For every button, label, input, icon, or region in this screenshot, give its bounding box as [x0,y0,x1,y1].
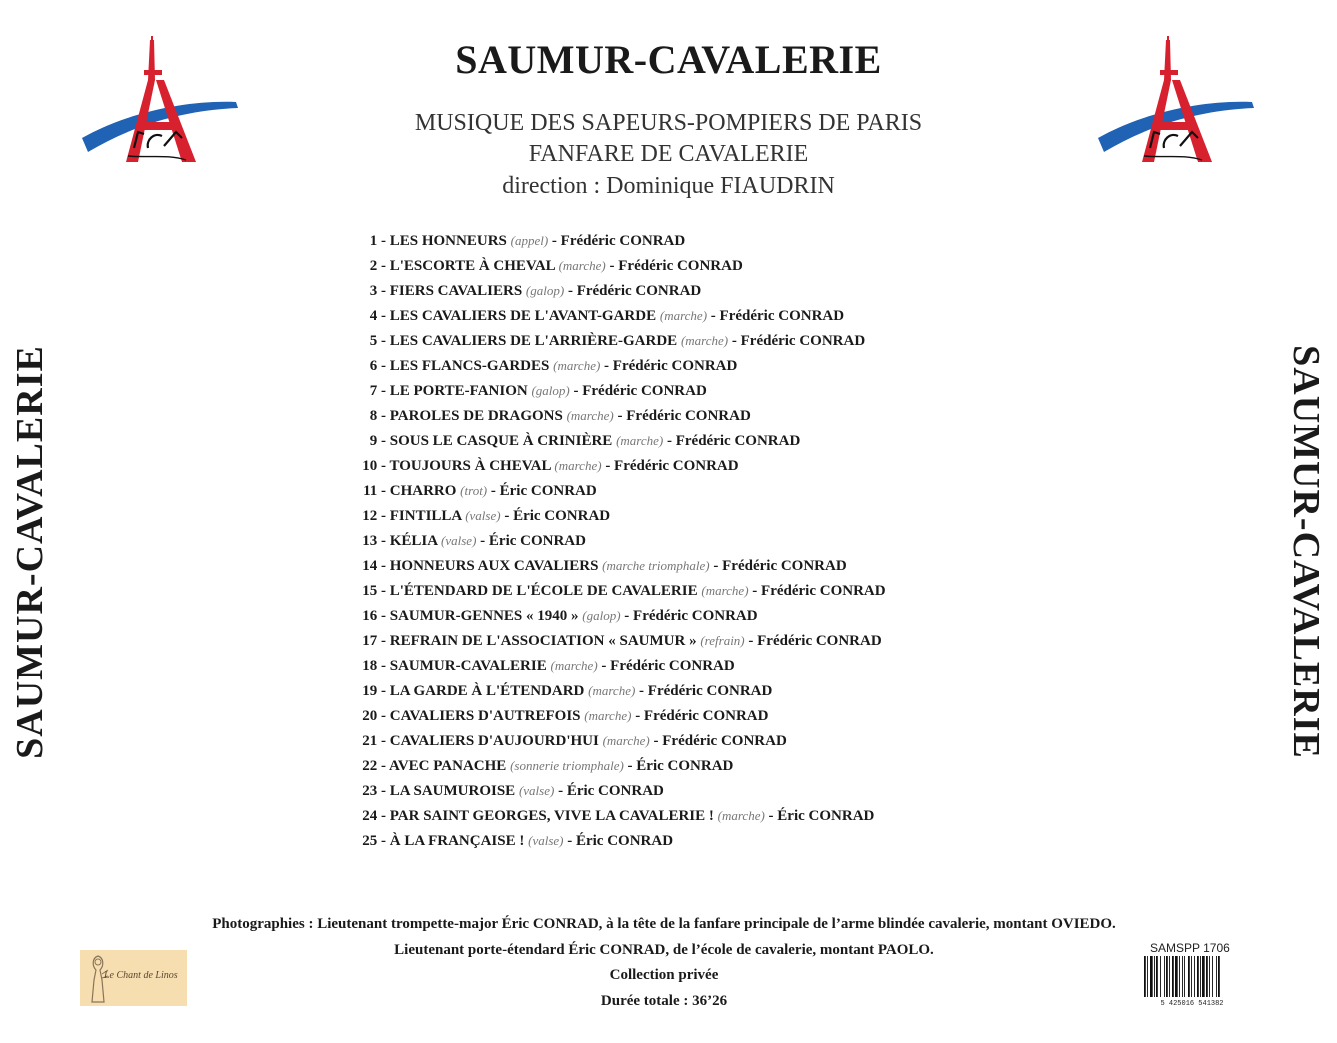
track-number: 3 - [369,283,386,299]
track-composer: - Frédéric CONRAD [609,258,743,274]
spine-title-left: SAUMUR-CAVALERIE [9,345,51,759]
track-item [360,728,980,753]
track-composer: - Éric CONRAD [567,833,674,849]
track-composer: - Frédéric CONRAD [710,308,845,324]
track-genre: (galop) [582,608,621,623]
track-composer: - Frédéric CONRAD [573,383,707,399]
track-item [360,803,980,828]
track-genre: (marche triomphale) [602,558,710,573]
track-item [360,453,980,478]
track-title: PAR SAINT GEORGES, VIVE LA CAVALERIE ! [389,808,714,824]
track-genre: (marche) [616,433,664,448]
track-item [360,753,980,778]
track-genre: (marche) [553,358,601,373]
track-title: LA SAUMUROISE [389,783,516,799]
track-composer: - Éric CONRAD [490,483,597,499]
main-title: SAUMUR-CAVALERIE [455,37,882,82]
track-list [360,228,980,853]
track-composer: - Frédéric CONRAD [601,658,735,674]
track-title: LA GARDE À L'ÉTENDARD [389,683,585,699]
track-number: 5 - [369,333,386,349]
track-title: LE PORTE-FANION [389,383,528,399]
barcode-icon [1142,956,1242,1006]
track-composer: - Frédéric CONRAD [551,233,686,249]
track-genre: (marche) [554,458,602,473]
track-title: PAROLES DE DRAGONS [389,408,563,424]
track-title: À LA FRANÇAISE ! [389,833,525,849]
publisher-name: Le Chant de Linos [104,970,178,981]
barcode-digits: 5 425016 541382 [1160,1000,1224,1006]
track-item [360,828,980,853]
track-genre: (marche) [550,658,598,673]
track-item [360,653,980,678]
track-genre: (marche) [680,333,729,348]
track-number: 11 - [363,483,386,499]
track-title: HONNEURS AUX CAVALIERS [389,558,599,574]
track-title: SOUS LE CASQUE À CRINIÈRE [389,433,613,449]
track-number: 18 - [362,658,386,674]
track-composer: - Frédéric CONRAD [635,708,769,724]
credit-photographs-2: Lieutenant porte-étendard Éric CONRAD, de l’école de cavalerie, montant PAOLO. [394,941,934,958]
eiffel-tower-logo-icon [1094,34,1254,164]
track-composer: - Frédéric CONRAD [731,333,866,349]
track-title: CHARRO [389,483,457,499]
track-number: 9 - [369,433,386,449]
track-item [360,528,980,553]
spine-title-right: SAUMUR-CAVALERIE [1285,345,1327,759]
track-number: 12 - [362,508,386,524]
track-composer: - Frédéric CONRAD [639,683,773,699]
track-item [360,353,980,378]
track-composer: - Frédéric CONRAD [567,283,702,299]
track-genre: (galop) [531,383,570,398]
track-title: REFRAIN DE L'ASSOCIATION « SAUMUR » [389,633,697,649]
track-item [360,428,980,453]
track-item [360,328,980,353]
track-genre: (marche) [566,408,614,423]
track-genre: (marche) [701,583,749,598]
publisher-logo [80,950,187,1006]
track-composer: - Frédéric CONRAD [604,358,738,374]
track-number: 21 - [362,733,386,749]
track-genre: (refrain) [700,633,745,648]
track-number: 20 - [362,708,386,724]
track-title: SAUMUR-CAVALERIE [389,658,547,674]
track-genre: (valse) [441,533,477,548]
track-item [360,503,980,528]
track-item [360,303,980,328]
subtitle-band: MUSIQUE DES SAPEURS-POMPIERS DE PARIS [414,110,923,136]
track-title: L'ESCORTE À CHEVAL [389,258,555,274]
track-number: 2 - [369,258,386,274]
track-genre: (valse) [465,508,501,523]
catalog-number: SAMSPP 1706 [1150,941,1230,955]
track-composer: - Frédéric CONRAD [752,583,886,599]
track-title: TOUJOURS À CHEVAL [389,458,551,474]
credit-collection: Collection privée [609,967,719,983]
track-item [360,703,980,728]
track-number: 8 - [369,408,386,424]
track-item [360,378,980,403]
track-genre: (marche) [584,708,632,723]
track-composer: - Éric CONRAD [768,808,875,824]
track-title: L'ÉTENDARD DE L'ÉCOLE DE CAVALERIE [389,583,698,599]
credits [180,912,1148,1014]
track-number: 25 - [362,833,386,849]
total-duration: Durée totale : 36’26 [600,992,728,1009]
track-item [360,678,980,703]
track-genre: (valse) [518,783,555,798]
track-genre: (marche) [558,258,606,273]
track-genre: (trot) [460,483,488,498]
track-title: LES HONNEURS [389,233,507,249]
track-item [360,578,980,603]
track-item [360,478,980,503]
track-title: CAVALIERS D'AUJOURD'HUI [389,733,599,749]
track-number: 6 - [369,358,386,374]
track-title: LES CAVALIERS DE L'ARRIÈRE-GARDE [389,333,678,349]
track-composer: - Éric CONRAD [480,533,586,549]
track-number: 16 - [362,608,386,624]
track-composer: - Éric CONRAD [627,758,734,774]
track-title: AVEC PANACHE [388,758,507,774]
track-item [360,278,980,303]
track-number: 15 - [362,583,386,599]
track-number: 14 - [362,558,386,574]
track-genre: (sonnerie triomphale) [510,758,624,773]
track-composer: - Frédéric CONRAD [624,608,758,624]
subtitle-conductor: direction : Dominique FIAUDRIN [502,173,835,199]
track-number: 1 - [369,233,386,249]
track-number: 7 - [369,383,386,399]
track-item [360,228,980,253]
track-item [360,778,980,803]
track-composer: - Frédéric CONRAD [713,558,847,574]
track-number: 17 - [362,633,386,649]
track-item [360,253,980,278]
track-composer: - Frédéric CONRAD [748,633,882,649]
track-title: FIERS CAVALIERS [389,283,523,299]
track-composer: - Éric CONRAD [504,508,611,524]
track-genre: (marche) [659,308,708,323]
track-composer: - Frédéric CONRAD [617,408,751,424]
subtitle-ensemble: FANFARE DE CAVALERIE [528,141,809,167]
track-title: FINTILLA [389,508,462,524]
track-item [360,403,980,428]
track-composer: - Frédéric CONRAD [605,458,739,474]
track-number: 23 - [362,783,386,799]
track-number: 10 - [362,458,386,474]
track-title: CAVALIERS D'AUTREFOIS [389,708,581,724]
track-number: 13 - [362,533,386,549]
credit-photographs: Photographies : Lieutenant trompette-major Éric CONRAD, à la tête de la fanfare principale de l’arme blindée cavalerie, montant OVIEDO. [212,916,1116,932]
track-genre: (galop) [525,283,565,298]
track-genre: (appel) [510,233,549,248]
track-genre: (marche) [588,683,636,698]
track-title: SAUMUR-GENNES « 1940 » [389,608,579,624]
track-genre: (marche) [602,733,650,748]
track-title: KÉLIA [389,533,438,549]
track-composer: - Éric CONRAD [558,783,664,799]
track-genre: (marche) [717,808,765,823]
track-composer: - Frédéric CONRAD [666,433,801,449]
track-number: 19 - [362,683,386,699]
track-item [360,553,980,578]
track-number: 24 - [362,808,386,824]
track-number: 22 - [362,758,386,774]
track-item [360,603,980,628]
track-item [360,628,980,653]
track-title: LES CAVALIERS DE L'AVANT-GARDE [389,308,657,324]
track-number: 4 - [369,308,386,324]
eiffel-tower-logo-icon [78,34,238,164]
track-title: LES FLANCS-GARDES [389,358,550,374]
track-genre: (valse) [528,833,564,848]
track-composer: - Frédéric CONRAD [653,733,787,749]
